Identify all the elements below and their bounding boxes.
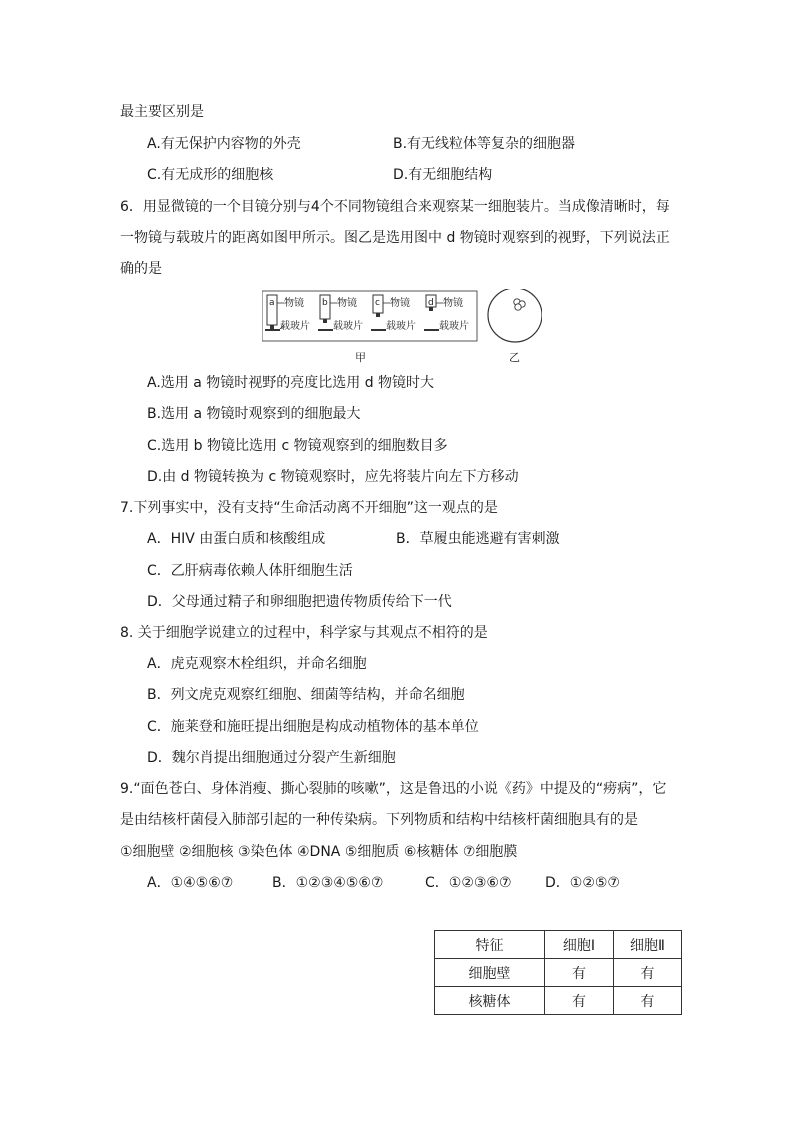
q7-option-d: D．父母通过精子和卵细胞把遗传物质传给下一代 <box>147 594 452 610</box>
q5-stem-tail: 最主要区别是 <box>120 104 204 120</box>
q7-stem: 7.下列事实中，没有支持“生命活动离不开细胞”这一观点的是 <box>120 500 498 516</box>
q6-option-d: D.由 d 物镜转换为 c 物镜观察时，应先将装片向左下方移动 <box>147 469 519 485</box>
q6-stem-line2: 一物镜与载玻片的距离如图甲所示。图乙是选用图中 d 物镜时观察到的视野，下列说法正 <box>120 230 670 246</box>
lens-c-group <box>371 295 416 332</box>
lens-c-objective-label: 物镜 <box>390 298 410 309</box>
q6-stem-line1: 6．用显微镜的一个目镜分别与4个不同物镜组合来观察某一细胞装片。当成像清晰时，每 <box>120 199 670 215</box>
lens-d-group <box>424 295 469 332</box>
q5-option-b: B.有无线粒体等复杂的细胞器 <box>393 136 576 152</box>
q9-option-b: B．①②③④⑤⑥⑦ <box>272 875 384 891</box>
q6-stem-line3: 确的是 <box>120 261 162 277</box>
table-row <box>435 987 682 1015</box>
cell-comparison-table <box>434 930 682 1015</box>
table-header-row <box>435 931 682 959</box>
lens-b-letter: b <box>322 298 328 308</box>
table-header-cell: 特征 <box>435 931 545 959</box>
q7-option-c: C．乙肝病毒依赖人体肝细胞生活 <box>147 563 353 579</box>
q5-option-c: C.有无成形的细胞核 <box>147 167 274 183</box>
table-cell: 有 <box>545 959 614 987</box>
q7-option-b: B．草履虫能逃避有害刺激 <box>396 531 560 547</box>
q9-stem-line2: 是由结核杆菌侵入肺部引起的一种传染病。下列物质和结构中结核杆菌细胞具有的是 <box>120 812 638 828</box>
q9-stem-line1: 9.“面色苍白、身体消瘦、撕心裂肺的咳嗽”，这是鲁迅的小说《药》中提及的“痨病”，它 <box>120 781 667 797</box>
q8-option-c: C．施莱登和施旺提出细胞是构成动植物体的基本单位 <box>147 719 479 735</box>
lens-a-tip <box>270 325 274 329</box>
q6-option-a: A.选用 a 物镜时视野的亮度比选用 d 物镜时大 <box>147 375 435 391</box>
caption-jia: 甲 <box>355 351 366 364</box>
microscope-figure <box>262 289 542 369</box>
q7-option-a: A．HIV 由蛋白质和核酸组成 <box>147 531 326 547</box>
lens-c-letter: c <box>375 298 380 308</box>
lens-c-slide-label: 载玻片 <box>386 321 416 332</box>
lens-b-group <box>318 295 363 332</box>
field-of-view-circle <box>488 289 542 342</box>
q6-option-b: B.选用 a 物镜时观察到的细胞最大 <box>147 406 361 422</box>
table-cell: 有 <box>614 987 682 1015</box>
lens-a-slide-label: 载玻片 <box>280 321 310 332</box>
q9-option-d: D．①②⑤⑦ <box>545 875 620 891</box>
table-cell: 有 <box>614 959 682 987</box>
lens-a-group <box>265 295 310 332</box>
lens-d-letter: d <box>428 298 434 308</box>
table-cell: 核糖体 <box>435 987 545 1015</box>
q8-option-b: B．列文虎克观察红细胞、细菌等结构，并命名细胞 <box>147 687 465 703</box>
lens-d-slide-label: 载玻片 <box>439 321 469 332</box>
lens-b-tip <box>323 319 327 323</box>
lens-a-objective-label: 物镜 <box>284 298 304 309</box>
q8-stem: 8. 关于细胞学说建立的过程中，科学家与其观点不相符的是 <box>120 625 488 641</box>
table-row <box>435 959 682 987</box>
lens-d-objective-label: 物镜 <box>443 298 463 309</box>
table-cell: 细胞壁 <box>435 959 545 987</box>
q9-option-a: A．①④⑤⑥⑦ <box>147 875 234 891</box>
table-header-cell: 细胞Ⅰ <box>545 931 614 959</box>
q8-option-d: D．魏尔肖提出细胞通过分裂产生新细胞 <box>147 750 396 766</box>
lens-c-tip <box>376 313 380 317</box>
q9-option-c: C．①②③⑥⑦ <box>425 875 512 891</box>
lens-a-letter: a <box>269 298 275 308</box>
caption-yi: 乙 <box>509 351 520 364</box>
q5-option-d: D.有无细胞结构 <box>393 167 493 183</box>
q6-option-c: C.选用 b 物镜比选用 c 物镜观察到的细胞数目多 <box>147 438 448 454</box>
table-header-cell: 细胞Ⅱ <box>614 931 682 959</box>
q8-option-a: A．虎克观察木栓组织，并命名细胞 <box>147 656 367 672</box>
lens-b-slide-label: 载玻片 <box>333 321 363 332</box>
table-cell: 有 <box>545 987 614 1015</box>
lens-b-objective-label: 物镜 <box>337 298 357 309</box>
q5-option-a: A.有无保护内容物的外壳 <box>147 136 301 152</box>
q9-items: ①细胞壁 ②细胞核 ③染色体 ④DNA ⑤细胞质 ⑥核糖体 ⑦细胞膜 <box>120 844 518 860</box>
